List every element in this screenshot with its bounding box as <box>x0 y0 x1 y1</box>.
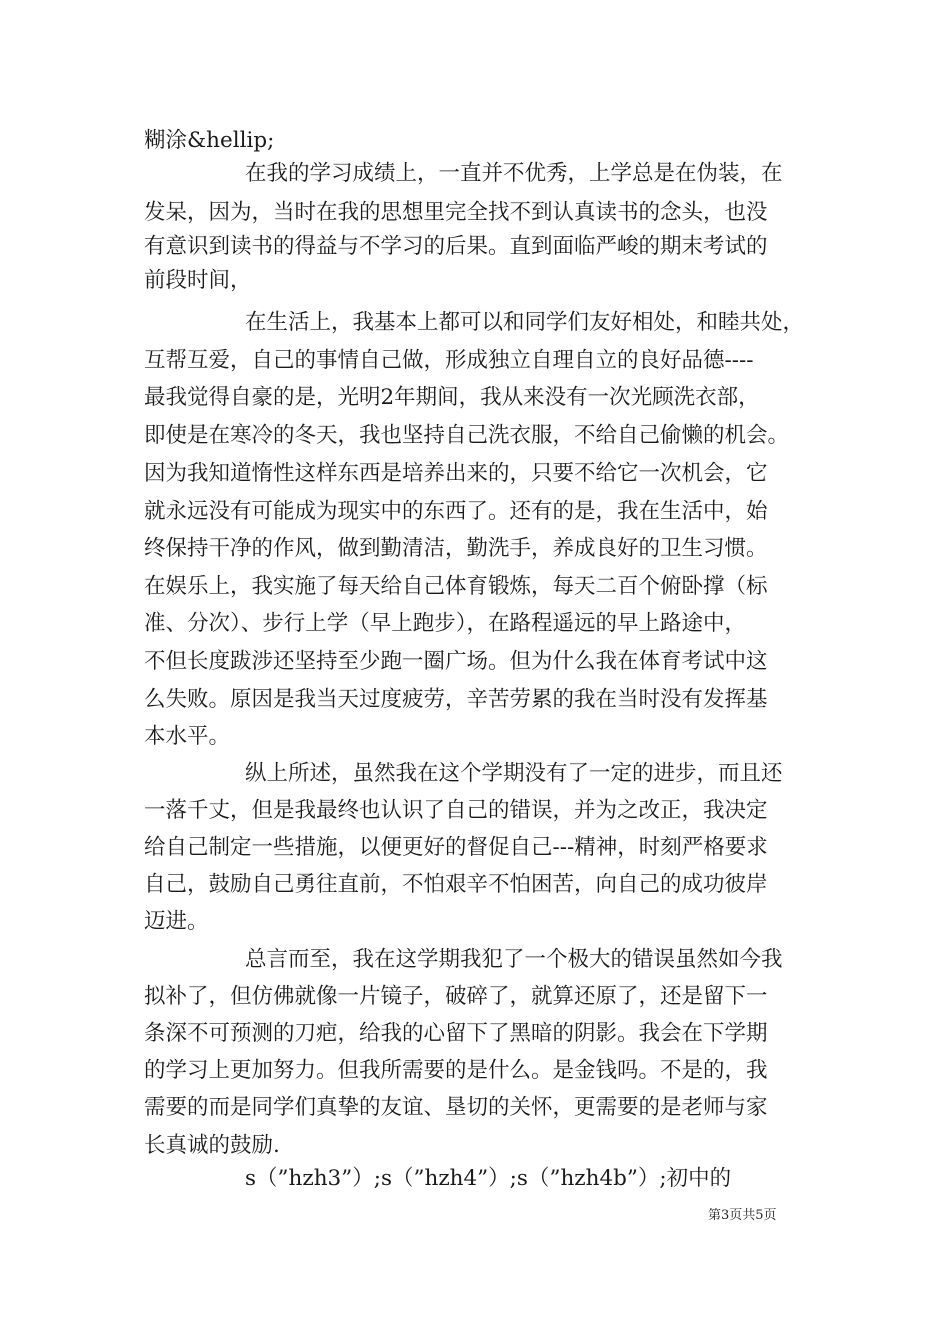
text-line: 自己，鼓励自己勇往直前，不怕艰辛不怕困苦，向自己的成功彼岸 <box>144 872 768 897</box>
text-line: 给自己制定一些措施，以便更好的督促自己---精神，时刻严格要求 <box>144 835 768 860</box>
paragraph-first-line: 总言而至，我在这学期我犯了一个极大的错误虽然如今我 <box>245 947 783 972</box>
text-line: 准、分次）、步行上学（早上跑步），在路程遥远的早上路途中， <box>144 611 747 636</box>
text-line: 条深不可预测的刀疤，给我的心留下了黑暗的阴影。我会在下学期 <box>144 1021 768 1046</box>
page-number-footer: 第3页共5页 <box>708 1208 777 1223</box>
paragraph-first-line: 在生活上，我基本上都可以和同学们友好相处，和睦共处， <box>245 310 805 335</box>
text-line: 需要的而是同学们真挚的友谊、垦切的关怀，更需要的是老师与家 <box>144 1095 768 1120</box>
text-line: 迈进。 <box>144 909 209 934</box>
text-line: 有意识到读书的得益与不学习的后果。直到面临严峻的期末考试的 <box>144 234 768 259</box>
text-line: 一落千丈，但是我最终也认识了自己的错误，并为之改正，我决定 <box>144 798 768 823</box>
text-line: 糊涂&hellip; <box>144 128 275 153</box>
text-line: 不但长度跋涉还坚持至少跑一圈广场。但为什么我在体育考试中这 <box>144 649 768 674</box>
paragraph-first-line: 纵上所述，虽然我在这个学期没有了一定的进步，而且还 <box>245 761 783 786</box>
text-line: 前段时间， <box>144 268 252 293</box>
text-line: 的学习上更加努力。但我所需要的是什么。是金钱吗。不是的，我 <box>144 1058 768 1083</box>
text-line: 本水平。 <box>144 724 231 749</box>
text-line: 在娱乐上，我实施了每天给自己体育锻炼，每天二百个俯卧撑（标 <box>144 574 768 599</box>
text-line: 长真诚的鼓励. <box>144 1133 280 1158</box>
text-line: s（”hzh3”）;s（”hzh4”）;s（”hzh4b”）;初中的 <box>245 1166 732 1191</box>
text-line: 就永远没有可能成为现实中的东西了。还有的是，我在生活中，始 <box>144 499 768 524</box>
text-line: 因为我知道惰性这样东西是培养出来的，只要不给它一次机会，它 <box>144 461 768 486</box>
text-line: 拟补了，但仿佛就像一片镜子，破碎了，就算还原了，还是留下一 <box>144 984 768 1009</box>
text-line: 发呆，因为，当时在我的思想里完全找不到认真读书的念头，也没 <box>144 200 768 225</box>
text-line: 最我觉得自豪的是，光明2年期间，我从来没有一次光顾洗衣部， <box>144 385 760 410</box>
text-line: 互帮互爱，自己的事情自己做，形成独立自理自立的良好品德---- <box>144 348 754 373</box>
text-line: 终保持干净的作风，做到勤清洁，勤洗手，养成良好的卫生习惯。 <box>144 536 768 561</box>
paragraph-first-line: 在我的学习成绩上，一直并不优秀，上学总是在伪装，在 <box>245 161 783 186</box>
text-line: 即使是在寒冷的冬天，我也坚持自己洗衣服，不给自己偷懒的机会。 <box>144 423 790 448</box>
text-line: 么失败。原因是我当天过度疲劳，辛苦劳累的我在当时没有发挥基 <box>144 687 768 712</box>
